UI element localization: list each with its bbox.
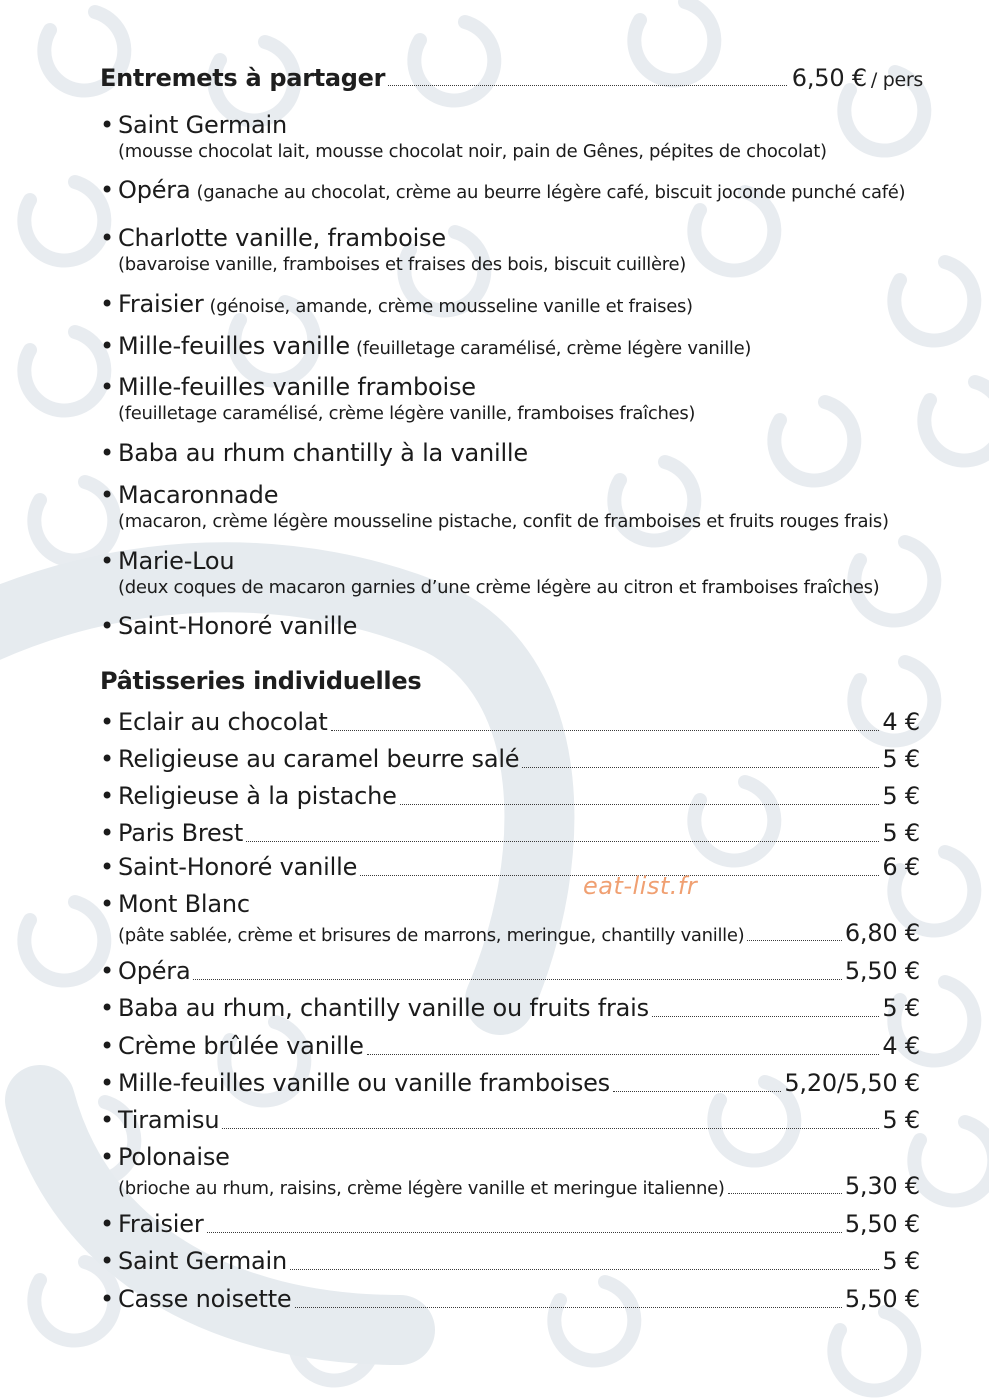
bullet: • <box>100 111 114 139</box>
bullet: • <box>100 957 114 985</box>
item-name: Opéra <box>118 176 191 204</box>
bullet: • <box>100 176 114 204</box>
leader-dots <box>747 939 841 941</box>
menu-item-saint-honore <box>100 611 920 641</box>
item-name: Religieuse à la pistache <box>118 782 397 810</box>
item-name: Mille-feuilles vanille ou vanille framboises <box>118 1069 610 1097</box>
item-name: Baba au rhum, chantilly vanille ou fruits frais <box>118 994 649 1022</box>
leader-dots <box>652 1015 879 1017</box>
item-price: 6,80 € <box>844 919 920 947</box>
item-name: Saint Germain <box>118 111 288 139</box>
price-unit: / pers <box>870 69 923 91</box>
section-title: Pâtisseries individuelles <box>100 667 422 695</box>
menu-item-marie-lou <box>100 546 920 600</box>
item-price: 5 € <box>882 819 920 847</box>
section-heading-entremets <box>100 64 923 92</box>
bullet: • <box>100 890 114 918</box>
item-name: Opéra <box>118 957 191 985</box>
item-price: 5,50 € <box>844 1210 920 1238</box>
item-description: (brioche au rhum, raisins, crème légère vanille et meringue italienne) <box>118 1178 725 1199</box>
bullet: • <box>100 1210 114 1238</box>
item-price: 5,30 € <box>844 1172 920 1200</box>
item-description: (feuilletage caramélisé, crème légère vanille, framboises fraîches) <box>118 403 696 424</box>
menu-item-fraisier-individuel <box>100 1209 920 1239</box>
leader-dots <box>222 1127 879 1129</box>
bullet: • <box>100 1285 114 1313</box>
menu-item-opera <box>100 175 920 208</box>
menu-item-baba-individuel <box>100 993 920 1023</box>
item-name: Fraisier <box>118 1210 204 1238</box>
item-name: Marie-Lou <box>118 547 235 575</box>
item-description: (mousse chocolat lait, mousse chocolat noir, pain de Gênes, pépites de chocolat) <box>118 141 827 162</box>
item-name: Baba au rhum chantilly à la vanille <box>118 439 528 467</box>
item-price: 5 € <box>882 1106 920 1134</box>
item-price: 4 € <box>882 1032 920 1060</box>
item-price: 5 € <box>882 782 920 810</box>
leader-dots <box>613 1090 781 1092</box>
item-price: 5,50 € <box>844 1285 920 1313</box>
leader-dots <box>388 84 787 86</box>
menu-item-mont-blanc <box>100 889 920 947</box>
item-name: Tiramisu <box>118 1106 220 1134</box>
bullet: • <box>100 612 114 640</box>
item-name: Paris Brest <box>118 819 244 847</box>
item-price: 6 € <box>882 853 920 881</box>
item-description: (génoise, amande, crème mousseline vanille et fraises) <box>209 296 693 317</box>
bullet: • <box>100 994 114 1022</box>
bullet: • <box>100 708 114 736</box>
menu-item-saint-germain-individuel <box>100 1246 920 1276</box>
menu-item-mille-feuilles <box>100 331 920 364</box>
item-description: (feuilletage caramélisé, crème légère vanille) <box>355 338 752 359</box>
menu-item-tiramisu <box>100 1105 920 1135</box>
leader-dots <box>367 1053 880 1055</box>
item-price: 5,50 € <box>844 957 920 985</box>
bullet: • <box>100 547 114 575</box>
item-name: Saint Germain <box>118 1247 288 1275</box>
bullet: • <box>100 439 114 467</box>
watermark: eat-list.fr <box>583 872 698 900</box>
leader-dots <box>246 840 879 842</box>
leader-dots <box>728 1192 842 1194</box>
item-description: (bavaroise vanille, framboises et fraises des bois, biscuit cuillère) <box>118 254 686 275</box>
menu-item-saint-germain <box>100 110 920 164</box>
menu-item-charlotte <box>100 223 920 277</box>
section-heading-patisseries <box>100 667 421 695</box>
menu-item-mille-feuilles-individuel <box>100 1068 920 1098</box>
menu-item-fraisier <box>100 289 920 322</box>
item-name: Casse noisette <box>118 1285 292 1313</box>
item-name: Eclair au chocolat <box>118 708 328 736</box>
bullet: • <box>100 1106 114 1134</box>
leader-dots <box>522 766 879 768</box>
item-price: 5 € <box>882 1247 920 1275</box>
item-name: Crème brûlée vanille <box>118 1032 364 1060</box>
bullet: • <box>100 290 114 318</box>
bullet: • <box>100 373 114 401</box>
item-price: 5,20/5,50 € <box>784 1069 920 1097</box>
bullet: • <box>100 819 114 847</box>
section-price: 6,50 € <box>791 64 867 92</box>
bullet: • <box>100 782 114 810</box>
leader-dots <box>400 803 880 805</box>
item-name: Saint-Honoré vanille <box>118 612 358 640</box>
bullet: • <box>100 1247 114 1275</box>
menu-item-eclair <box>100 707 920 737</box>
bullet: • <box>100 332 114 360</box>
bullet: • <box>100 1143 114 1171</box>
leader-dots <box>331 729 880 731</box>
bullet: • <box>100 224 114 252</box>
menu-item-creme-brulee <box>100 1031 920 1061</box>
item-description: (ganache au chocolat, crème au beurre légère café, biscuit joconde punché café) <box>196 182 906 203</box>
item-name: Mille-feuilles vanille <box>118 332 350 360</box>
item-description: (macaron, crème légère mousseline pistache, confit de framboises et fruits rouges frais) <box>118 511 889 532</box>
section-title: Entremets à partager <box>100 64 386 92</box>
menu-item-paris-brest <box>100 818 920 848</box>
item-name: Mont Blanc <box>118 890 250 918</box>
leader-dots <box>207 1231 842 1233</box>
menu-item-baba <box>100 438 920 468</box>
leader-dots <box>295 1306 842 1308</box>
item-description: (deux coques de macaron garnies d’une crème légère au citron et framboises fraîches) <box>118 577 880 598</box>
item-name: Saint-Honoré vanille <box>118 853 358 881</box>
item-description: (pâte sablée, crème et brisures de marrons, meringue, chantilly vanille) <box>118 925 745 946</box>
bullet: • <box>100 481 114 509</box>
item-name: Charlotte vanille, framboise <box>118 224 446 252</box>
item-name: Religieuse au caramel beurre salé <box>118 745 520 773</box>
item-name: Fraisier <box>118 290 204 318</box>
item-price: 5 € <box>882 745 920 773</box>
menu-item-polonaise <box>100 1142 920 1200</box>
menu-item-opera-individuel <box>100 956 920 986</box>
bullet: • <box>100 1069 114 1097</box>
leader-dots <box>290 1268 879 1270</box>
menu-item-religieuse-caramel <box>100 744 920 774</box>
menu-item-macaronnade <box>100 480 920 534</box>
menu-item-saint-honore-individuel <box>100 852 920 882</box>
bullet: • <box>100 745 114 773</box>
menu-item-mille-feuilles-framboise <box>100 372 920 426</box>
item-price: 5 € <box>882 994 920 1022</box>
item-price: 4 € <box>882 708 920 736</box>
bullet: • <box>100 853 114 881</box>
menu-item-religieuse-pistache <box>100 781 920 811</box>
item-name: Mille-feuilles vanille framboise <box>118 373 476 401</box>
item-name: Polonaise <box>118 1143 230 1171</box>
bullet: • <box>100 1032 114 1060</box>
menu-item-casse-noisette <box>100 1284 920 1314</box>
leader-dots <box>193 978 841 980</box>
item-name: Macaronnade <box>118 481 279 509</box>
